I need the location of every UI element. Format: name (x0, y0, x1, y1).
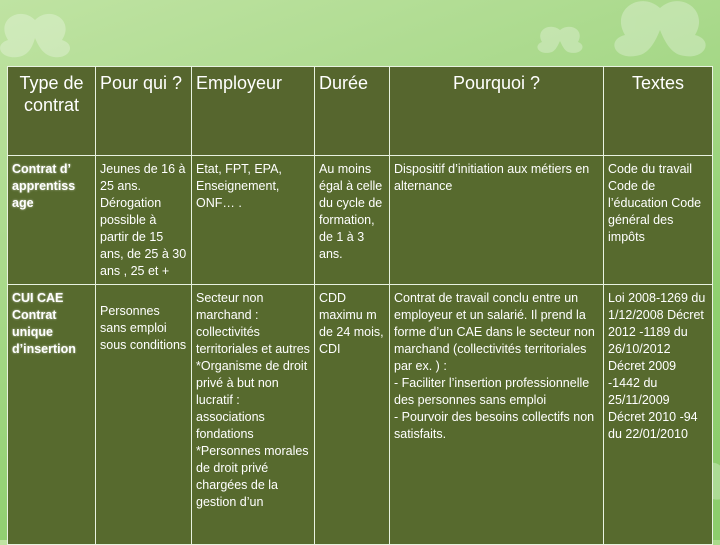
cell-type: CUI CAE Contrat unique d’insertion (8, 285, 96, 545)
header-pour-qui: Pour qui ? (96, 67, 192, 156)
cell-employeur: Secteur non marchand : collectivités territoriales et autres *Organisme de droit privé à but non lucratif : associations fondations *Personnes morales de droit privé chargées de la gestion d’un (192, 285, 315, 545)
cell-pourquoi: Contrat de travail conclu entre un employeur et un salarié. Il prend la forme d’un CAE dans le secteur non marchand (collectivités territoriales par ex. ) : - Faciliter l’insertion professionnelle des personnes sans emploi - Pourvoir des besoins collectifs non satisfaits. (390, 285, 604, 545)
header-type: Type de contrat (8, 67, 96, 156)
cell-textes: Loi 2008-1269 du 1/12/2008 Décret 2012 -1189 du 26/10/2012 Décret 2009 -1442 du 25/11/2009 Décret 2010 -94 du 22/01/2010 (604, 285, 713, 545)
contract-table (7, 66, 713, 545)
header-employeur: Employeur (192, 67, 315, 156)
table-row (8, 285, 713, 545)
header-textes: Textes (604, 67, 713, 156)
cell-pour-qui-text: Personnes sans emploi sous conditions (100, 303, 187, 352)
cell-pourquoi: Dispositif d’initiation aux métiers en alternance (390, 156, 604, 285)
cell-duree: CDD maximu m de 24 mois, CDI (315, 285, 390, 545)
header-pourquoi: Pourquoi ? (390, 67, 604, 156)
cell-type: Contrat d’ apprentiss age (8, 156, 96, 285)
cell-employeur: Etat, FPT, EPA, Enseignement, ONF… . (192, 156, 315, 285)
table-row (8, 156, 713, 285)
header-duree: Durée (315, 67, 390, 156)
cell-textes: Code du travail Code de l’éducation Code général des impôts (604, 156, 713, 285)
cell-pour-qui: Jeunes de 16 à 25 ans. Dérogation possible à partir de 15 ans, de 25 à 30 ans , 25 et + (96, 156, 192, 285)
cell-duree: Au moins égal à celle du cycle de formation, de 1 à 3 ans. (315, 156, 390, 285)
table-header-row (8, 67, 713, 156)
cell-pour-qui (96, 285, 192, 545)
